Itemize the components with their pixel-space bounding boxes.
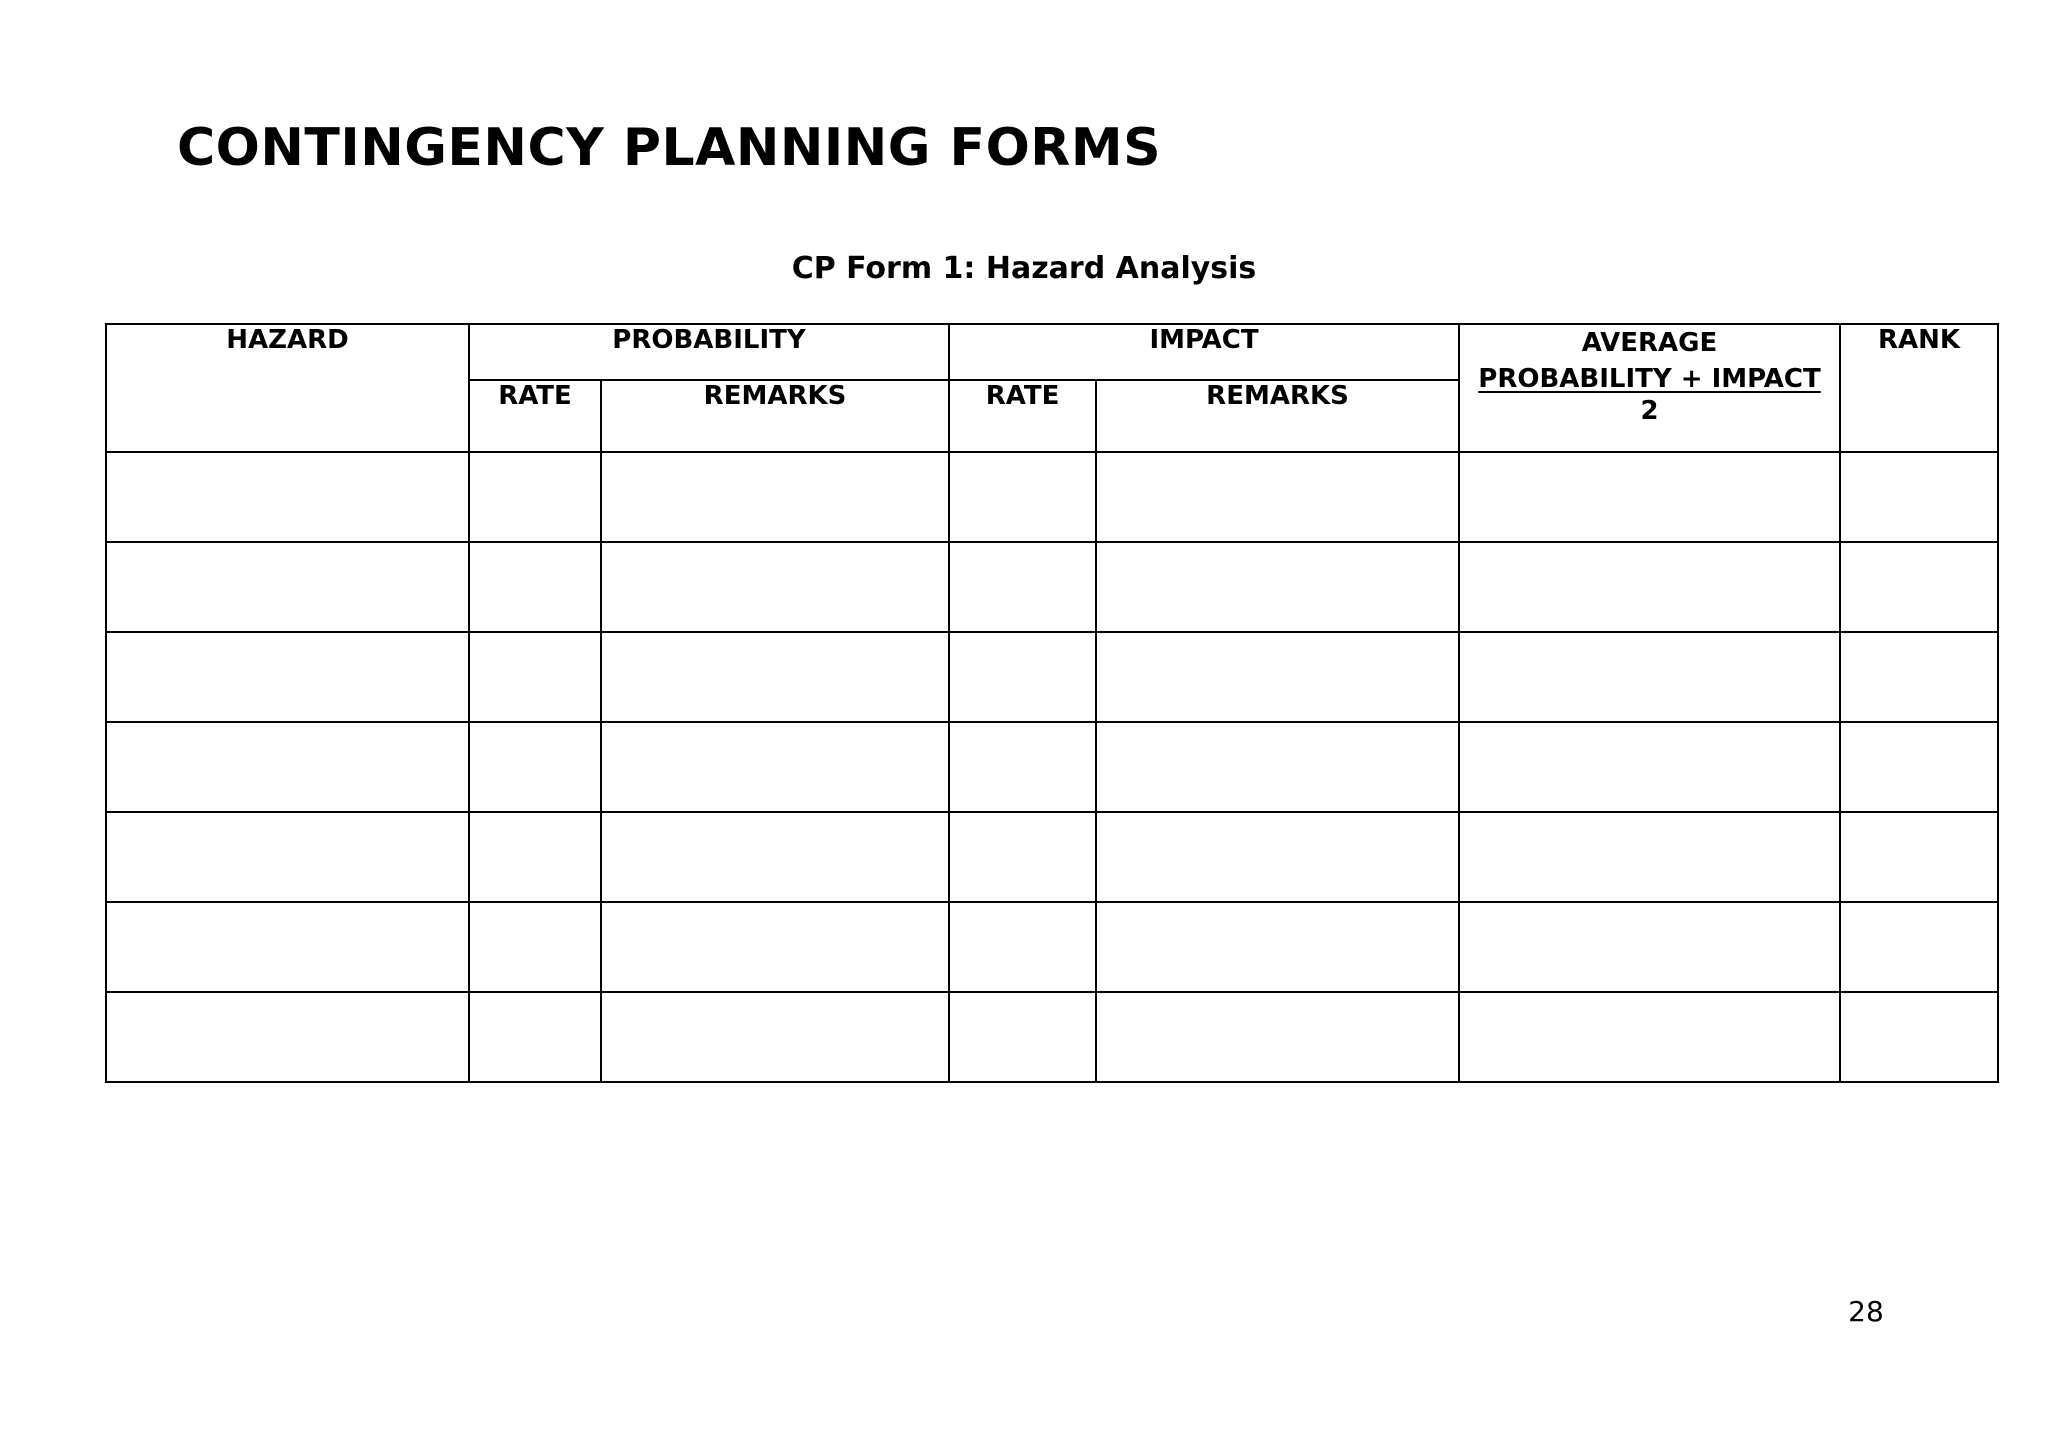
average-cell[interactable] [1459, 632, 1840, 722]
impact-remarks-cell[interactable] [1096, 632, 1459, 722]
average-formula-denominator: 2 [1640, 396, 1659, 426]
hazard-cell[interactable] [106, 452, 469, 542]
probability-rate-cell[interactable] [469, 542, 601, 632]
average-cell[interactable] [1459, 452, 1840, 542]
average-cell[interactable] [1459, 542, 1840, 632]
hazard-analysis-table [105, 323, 1999, 1083]
hazard-header: HAZARD [106, 324, 469, 452]
table-row [106, 812, 1998, 902]
impact-rate-cell[interactable] [949, 722, 1096, 812]
hazard-cell[interactable] [106, 812, 469, 902]
probability-rate-cell[interactable] [469, 722, 601, 812]
table-row [106, 992, 1998, 1082]
impact-remarks-cell[interactable] [1096, 542, 1459, 632]
hazard-cell[interactable] [106, 722, 469, 812]
impact-remarks-cell[interactable] [1096, 722, 1459, 812]
average-cell[interactable] [1459, 722, 1840, 812]
probability-remarks-cell[interactable] [601, 452, 949, 542]
table-body [106, 452, 1998, 1082]
rank-cell[interactable] [1840, 542, 1998, 632]
impact-rate-cell[interactable] [949, 542, 1096, 632]
probability-rate-header: RATE [469, 380, 601, 452]
table-row [106, 452, 1998, 542]
average-header [1459, 324, 1840, 452]
rank-cell[interactable] [1840, 452, 1998, 542]
probability-remarks-cell[interactable] [601, 902, 949, 992]
probability-remarks-cell[interactable] [601, 632, 949, 722]
average-label: AVERAGE [1581, 328, 1718, 358]
probability-remarks-cell[interactable] [601, 992, 949, 1082]
probability-rate-cell[interactable] [469, 632, 601, 722]
probability-rate-cell[interactable] [469, 452, 601, 542]
rank-cell[interactable] [1840, 632, 1998, 722]
probability-remarks-cell[interactable] [601, 722, 949, 812]
probability-header: PROBABILITY [469, 324, 949, 380]
impact-rate-cell[interactable] [949, 452, 1096, 542]
average-cell[interactable] [1459, 902, 1840, 992]
impact-remarks-cell[interactable] [1096, 992, 1459, 1082]
probability-remarks-cell[interactable] [601, 812, 949, 902]
impact-rate-header: RATE [949, 380, 1096, 452]
average-cell[interactable] [1459, 992, 1840, 1082]
hazard-cell[interactable] [106, 992, 469, 1082]
hazard-cell[interactable] [106, 632, 469, 722]
probability-rate-cell[interactable] [469, 992, 601, 1082]
probability-remarks-header: REMARKS [601, 380, 949, 452]
impact-remarks-cell[interactable] [1096, 452, 1459, 542]
table-header [106, 324, 1998, 452]
impact-rate-cell[interactable] [949, 992, 1096, 1082]
header-row-top [106, 324, 1998, 380]
impact-rate-cell[interactable] [949, 812, 1096, 902]
table-row [106, 632, 1998, 722]
table-row [106, 902, 1998, 992]
hazard-cell[interactable] [106, 902, 469, 992]
impact-remarks-cell[interactable] [1096, 812, 1459, 902]
table-row [106, 542, 1998, 632]
impact-rate-cell[interactable] [949, 902, 1096, 992]
rank-header: RANK [1840, 324, 1998, 452]
probability-rate-cell[interactable] [469, 902, 601, 992]
impact-remarks-cell[interactable] [1096, 902, 1459, 992]
rank-cell[interactable] [1840, 812, 1998, 902]
page-title: CONTINGENCY PLANNING FORMS [177, 118, 1162, 178]
impact-rate-cell[interactable] [949, 632, 1096, 722]
hazard-cell[interactable] [106, 542, 469, 632]
probability-remarks-cell[interactable] [601, 542, 949, 632]
probability-rate-cell[interactable] [469, 812, 601, 902]
impact-header: IMPACT [949, 324, 1459, 380]
rank-cell[interactable] [1840, 722, 1998, 812]
table-row [106, 722, 1998, 812]
rank-cell[interactable] [1840, 902, 1998, 992]
impact-remarks-header: REMARKS [1096, 380, 1459, 452]
average-formula-numerator: PROBABILITY + IMPACT [1478, 364, 1821, 394]
rank-cell[interactable] [1840, 992, 1998, 1082]
average-cell[interactable] [1459, 812, 1840, 902]
page-number: 28 [1848, 1295, 1884, 1328]
form-title: CP Form 1: Hazard Analysis [791, 251, 1257, 286]
